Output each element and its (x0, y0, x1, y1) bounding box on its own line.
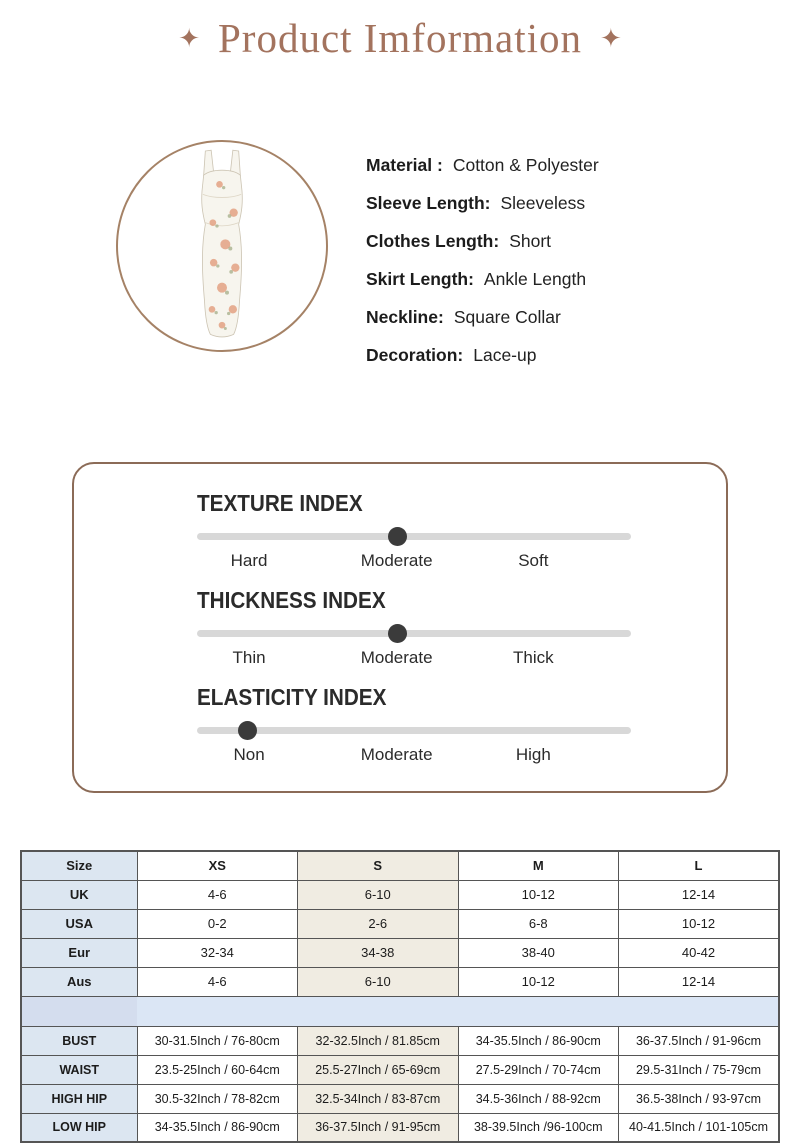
measure-cell: 30.5-32Inch / 78-82cm (137, 1084, 298, 1113)
index-block-thickness (197, 587, 726, 670)
attribute-row (366, 298, 599, 336)
size-cell: 32-34 (137, 938, 298, 967)
measure-cell: 38-39.5Inch /96-100cm (458, 1113, 619, 1142)
table-row (21, 1026, 779, 1055)
slider-label: Moderate (360, 745, 433, 764)
table-row (21, 1084, 779, 1113)
index-block-texture (197, 490, 726, 573)
slider-dot (388, 527, 407, 546)
index-title: ELASTICITY INDEX (197, 684, 387, 710)
size-cell: 10-12 (458, 967, 619, 996)
size-cell: 0-2 (137, 909, 298, 938)
size-cell: 6-8 (458, 909, 619, 938)
size-cell: 6-10 (298, 880, 459, 909)
attribute-label: Neckline: (366, 306, 444, 327)
index-title: THICKNESS INDEX (197, 587, 386, 613)
elasticity-slider (197, 721, 631, 740)
measure-cell: 34-35.5Inch / 86-90cm (137, 1113, 298, 1142)
size-cell: 2-6 (298, 909, 459, 938)
attribute-row (366, 336, 599, 374)
attribute-label: Material : (366, 154, 443, 175)
slider-labels (197, 549, 631, 573)
table-row (21, 1113, 779, 1142)
sparkle-right-icon: ✦ (600, 22, 622, 53)
slider-dot (388, 624, 407, 643)
header-cell: S (298, 851, 459, 880)
row-label-cell: BUST (21, 1026, 137, 1055)
slider-label: Thin (232, 648, 266, 667)
slider-label: Moderate (360, 648, 433, 667)
row-label-cell: WAIST (21, 1055, 137, 1084)
dress-image (160, 146, 284, 346)
attribute-row (366, 260, 599, 298)
slider-label: Soft (518, 551, 549, 570)
attribute-label: Clothes Length: (366, 230, 500, 251)
page-title: Product Imformation (217, 15, 583, 61)
size-cell: 12-14 (619, 880, 780, 909)
measure-cell: 25.5-27Inch / 65-69cm (298, 1055, 459, 1084)
size-cell: 10-12 (458, 880, 619, 909)
size-cell: 4-6 (137, 880, 298, 909)
slider-label: High (515, 745, 551, 764)
header-cell: M (458, 851, 619, 880)
table-header-row (21, 851, 779, 880)
table-row (21, 909, 779, 938)
measure-cell: 32-32.5Inch / 81.85cm (298, 1026, 459, 1055)
row-label-cell: Eur (21, 938, 137, 967)
sparkle-left-icon: ✦ (178, 22, 200, 53)
size-cell: 34-38 (298, 938, 459, 967)
attribute-value: Ankle Length (483, 268, 587, 289)
measure-cell: 34.5-36Inch / 88-92cm (458, 1084, 619, 1113)
slider-dot (238, 721, 257, 740)
size-chart-table (20, 850, 780, 1143)
attribute-value: Sleeveless (500, 192, 586, 213)
measure-cell: 36.5-38Inch / 93-97cm (619, 1084, 780, 1113)
table-row (21, 938, 779, 967)
attribute-value: Square Collar (453, 306, 561, 327)
slider-label: Hard (230, 551, 268, 570)
size-cell: 12-14 (619, 967, 780, 996)
slider-track (197, 533, 631, 540)
attribute-label: Skirt Length: (366, 268, 474, 289)
product-image-circle (116, 140, 328, 352)
slider-label: Moderate (360, 551, 433, 570)
measure-cell: 32.5-34Inch / 83-87cm (298, 1084, 459, 1113)
row-label-cell: Aus (21, 967, 137, 996)
attribute-value: Short (509, 230, 552, 251)
measure-cell: 30-31.5Inch / 76-80cm (137, 1026, 298, 1055)
measure-cell: 40-41.5Inch / 101-105cm (619, 1113, 780, 1142)
fabric-index-card (72, 462, 728, 793)
row-label-cell: LOW HIP (21, 1113, 137, 1142)
row-label-cell: HIGH HIP (21, 1084, 137, 1113)
size-cell: 6-10 (298, 967, 459, 996)
table-spacer-row (21, 996, 779, 1026)
thickness-slider (197, 624, 631, 643)
header-cell: L (619, 851, 780, 880)
slider-labels (197, 743, 631, 767)
texture-slider (197, 527, 631, 546)
attribute-label: Sleeve Length: (366, 192, 491, 213)
attribute-value: Cotton & Polyester (452, 154, 599, 175)
attribute-list (366, 140, 599, 374)
spacer-cell (137, 996, 779, 1026)
attribute-row (366, 184, 599, 222)
spacer-cell (21, 996, 137, 1026)
index-title: TEXTURE INDEX (197, 490, 363, 516)
measure-cell: 36-37.5Inch / 91-95cm (298, 1113, 459, 1142)
slider-label: Thick (513, 648, 554, 667)
header-cell: XS (137, 851, 298, 880)
attribute-row (366, 146, 599, 184)
slider-labels (197, 646, 631, 670)
measure-cell: 34-35.5Inch / 86-90cm (458, 1026, 619, 1055)
size-cell: 10-12 (619, 909, 780, 938)
measure-cell: 27.5-29Inch / 70-74cm (458, 1055, 619, 1084)
product-info-section (0, 140, 800, 374)
header-cell: Size (21, 851, 137, 880)
measure-cell: 29.5-31Inch / 75-79cm (619, 1055, 780, 1084)
attribute-row (366, 222, 599, 260)
index-block-elasticity (197, 684, 726, 767)
measure-cell: 23.5-25Inch / 60-64cm (137, 1055, 298, 1084)
table-row (21, 1055, 779, 1084)
slider-label: Non (233, 745, 265, 764)
row-label-cell: UK (21, 880, 137, 909)
size-cell: 38-40 (458, 938, 619, 967)
size-cell: 40-42 (619, 938, 780, 967)
size-cell: 4-6 (137, 967, 298, 996)
table-row (21, 880, 779, 909)
slider-track (197, 630, 631, 637)
attribute-label: Decoration: (366, 344, 464, 365)
table-row (21, 967, 779, 996)
row-label-cell: USA (21, 909, 137, 938)
measure-cell: 36-37.5Inch / 91-96cm (619, 1026, 780, 1055)
attribute-value: Lace-up (473, 344, 537, 365)
slider-track (197, 727, 631, 734)
page-header (0, 0, 800, 62)
